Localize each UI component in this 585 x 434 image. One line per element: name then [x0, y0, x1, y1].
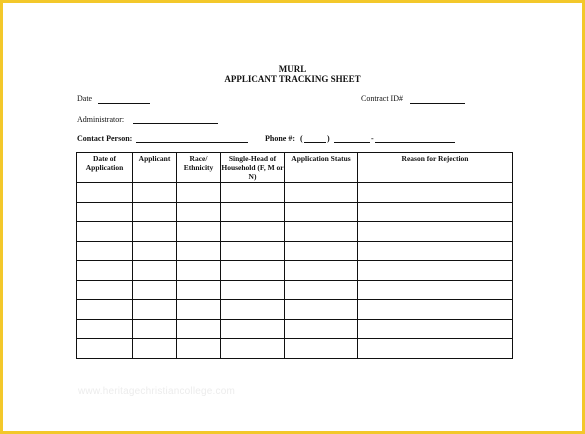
table-row [77, 202, 513, 222]
table-row [77, 280, 513, 300]
table-row [77, 222, 513, 242]
table-cell[interactable] [285, 202, 358, 222]
table-cell[interactable] [133, 202, 177, 222]
administrator-field[interactable] [133, 123, 218, 124]
table-cell[interactable] [358, 280, 513, 300]
table-cell[interactable] [77, 202, 133, 222]
table-cell[interactable] [177, 319, 221, 339]
table-cell[interactable] [77, 222, 133, 242]
column-header-date-of-application: Date of Application [77, 153, 133, 183]
table-cell[interactable] [177, 183, 221, 203]
phone-dash: - [371, 134, 374, 143]
table-cell[interactable] [221, 300, 285, 320]
table-cell[interactable] [133, 300, 177, 320]
document-page [3, 3, 582, 431]
phone-line-field[interactable] [375, 142, 455, 143]
table-cell[interactable] [77, 339, 133, 359]
table-cell[interactable] [221, 241, 285, 261]
table-row [77, 339, 513, 359]
table-header-row [77, 153, 513, 183]
table-cell[interactable] [221, 222, 285, 242]
table-cell[interactable] [177, 261, 221, 281]
table-cell[interactable] [133, 339, 177, 359]
table-cell[interactable] [177, 300, 221, 320]
applicant-tracking-table [76, 152, 513, 359]
document-title: MURL [278, 64, 307, 74]
table-cell[interactable] [177, 202, 221, 222]
column-header-reason-for-rejection: Reason for Rejection [358, 153, 513, 183]
table-cell[interactable] [133, 319, 177, 339]
table-cell[interactable] [77, 280, 133, 300]
table-cell[interactable] [285, 222, 358, 242]
table-cell[interactable] [77, 319, 133, 339]
table-cell[interactable] [177, 241, 221, 261]
table-cell[interactable] [285, 241, 358, 261]
table-cell[interactable] [358, 241, 513, 261]
table-cell[interactable] [358, 183, 513, 203]
column-header-race-ethnicity: Race/ Ethnicity [177, 153, 221, 183]
administrator-label: Administrator: [77, 115, 125, 124]
date-field[interactable] [98, 103, 150, 104]
contract-id-field[interactable] [410, 103, 465, 104]
contact-person-label: Contact Person: [77, 134, 133, 143]
contact-person-field[interactable] [136, 142, 248, 143]
table-cell[interactable] [358, 319, 513, 339]
phone-area-code-field[interactable] [304, 142, 326, 143]
document-subtitle: APPLICANT TRACKING SHEET [224, 74, 361, 84]
table-cell[interactable] [358, 202, 513, 222]
table-cell[interactable] [221, 202, 285, 222]
table-cell[interactable] [221, 339, 285, 359]
table-row [77, 319, 513, 339]
column-header-applicant: Applicant [133, 153, 177, 183]
table-cell[interactable] [177, 339, 221, 359]
table-cell[interactable] [358, 339, 513, 359]
table-row [77, 261, 513, 281]
table-cell[interactable] [358, 300, 513, 320]
table-row [77, 300, 513, 320]
table-cell[interactable] [177, 280, 221, 300]
table-row [77, 183, 513, 203]
table-cell[interactable] [221, 280, 285, 300]
table-row [77, 241, 513, 261]
column-header-single-head-of-household: Single-Head of Household (F, M or N) [221, 154, 284, 181]
table-body [77, 183, 513, 359]
phone-prefix-field[interactable] [334, 142, 370, 143]
table-cell[interactable] [221, 261, 285, 281]
contract-id-label: Contract ID# [361, 94, 403, 103]
table-cell[interactable] [133, 241, 177, 261]
watermark-text: www.heritagechristiancollege.com [78, 386, 236, 397]
table-cell[interactable] [285, 261, 358, 281]
date-label: Date [77, 94, 93, 103]
phone-open-paren: ( [300, 134, 303, 143]
table-cell[interactable] [133, 261, 177, 281]
table-cell[interactable] [133, 183, 177, 203]
table-cell[interactable] [133, 280, 177, 300]
table-cell[interactable] [221, 319, 285, 339]
table-cell[interactable] [285, 339, 358, 359]
table-cell[interactable] [77, 241, 133, 261]
table-cell[interactable] [285, 183, 358, 203]
table-cell[interactable] [221, 183, 285, 203]
phone-label: Phone #: [265, 134, 295, 143]
table-cell[interactable] [77, 183, 133, 203]
table-cell[interactable] [358, 261, 513, 281]
table-cell[interactable] [77, 261, 133, 281]
column-header-application-status: Application Status [285, 153, 358, 183]
phone-close-paren: ) [327, 134, 330, 143]
table-cell[interactable] [177, 222, 221, 242]
table-cell[interactable] [285, 319, 358, 339]
table-cell[interactable] [77, 300, 133, 320]
table-cell[interactable] [133, 222, 177, 242]
table-cell[interactable] [358, 222, 513, 242]
table-cell[interactable] [285, 300, 358, 320]
table-cell[interactable] [285, 280, 358, 300]
